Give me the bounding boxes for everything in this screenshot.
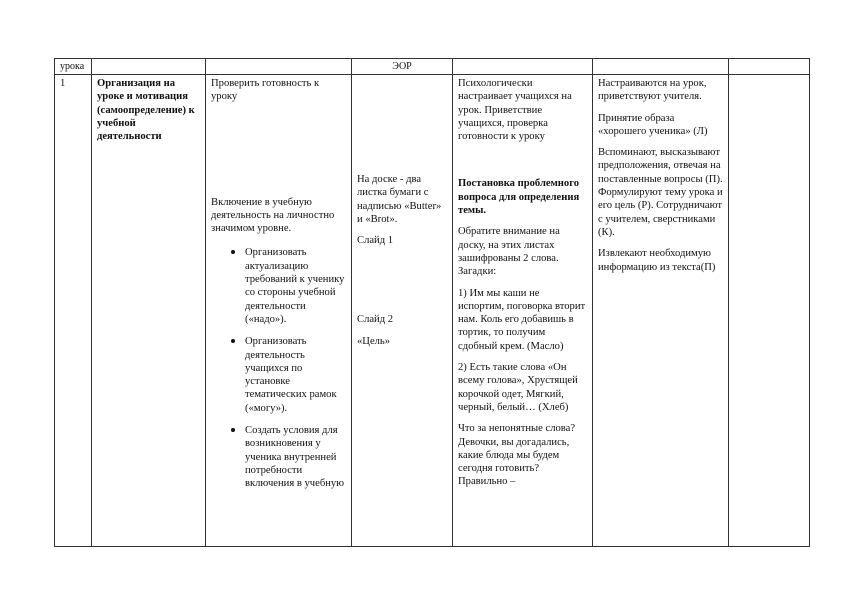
students-text: Настраиваются на урок, приветствуют учителя. xyxy=(598,78,707,103)
header-cell-teacher xyxy=(453,59,593,75)
list-item: • Организовать актуализацию требований к ученику со стороны учебной деятельности («надо»). xyxy=(245,245,346,326)
teacher-text: 1) Им мы каши не испортим, поговорка вторит нам. Коль его добавишь в тортик, то получим сдобный крем. (Масло) xyxy=(458,287,586,352)
stage-cell xyxy=(92,75,206,547)
list-item: • Создать условия для возникновения у ученика внутренней потребности включения в учебную xyxy=(245,423,346,490)
teacher-text: Что за непонятные слова? Девочки, вы догадались, какие блюда мы будем сегодня готовить? Правильно – xyxy=(458,423,576,488)
table-row xyxy=(55,75,810,547)
task-text: Включение в учебную деятельность на личностно значимом уровне. xyxy=(211,196,335,235)
list-item: • Организовать деятельность учащихся по установке тематических рамок («могу»). xyxy=(245,334,346,415)
task-bullet-list xyxy=(211,245,346,490)
teacher-subheading: Постановка проблемного вопроса для определения темы. xyxy=(458,178,580,217)
extra-cell xyxy=(729,75,810,547)
header-cell-students xyxy=(593,59,729,75)
header-cell-lesson: урока xyxy=(55,59,92,75)
task-text: Проверить готовность к уроку xyxy=(211,78,320,103)
lesson-plan-table xyxy=(54,58,810,547)
eor-text: Слайд 1 xyxy=(357,235,394,247)
eor-text: «Цель» xyxy=(357,335,391,347)
teacher-text: 2) Есть такие слова «Он всему голова», Хрустящей корочкой одет, Мягкий, черный, белый… (Хлеб) xyxy=(458,362,578,413)
teacher-text: Психологически настраивает учащихся на урок. Приветствие учащихся, проверка готовности к уроку xyxy=(458,78,572,143)
students-cell xyxy=(593,75,729,547)
row-number: 1 xyxy=(55,75,92,547)
stage-title: Организация на уроке и мотивация (самоопределение) к учебной деятельности xyxy=(97,78,195,143)
teacher-cell xyxy=(453,75,593,547)
tasks-cell xyxy=(206,75,352,547)
header-cell-stage xyxy=(92,59,206,75)
teacher-text: Обратите внимание на доску, на этих листах зашифрованы 2 слова. Загадки: xyxy=(458,226,560,278)
eor-text: Слайд 2 xyxy=(357,314,394,326)
students-text: Извлекают необходимую информацию из текста(П) xyxy=(598,248,716,273)
header-cell-extra xyxy=(729,59,810,75)
eor-cell xyxy=(352,75,453,547)
header-row xyxy=(55,59,810,75)
students-text: Вспоминают, высказывают предположения, отвечая на поставленные вопросы (П). Формулируют тему урока и его цель (Р). Сотрудничают с учителем, сверстниками (К). xyxy=(598,147,723,238)
header-cell-eor: ЭОР xyxy=(352,59,453,75)
eor-text: На доске - два листка бумаги с надписью «Butter» и «Brot». xyxy=(357,174,442,225)
header-cell-tasks xyxy=(206,59,352,75)
students-text: Принятие образа «хорошего ученика» (Л) xyxy=(598,112,708,137)
